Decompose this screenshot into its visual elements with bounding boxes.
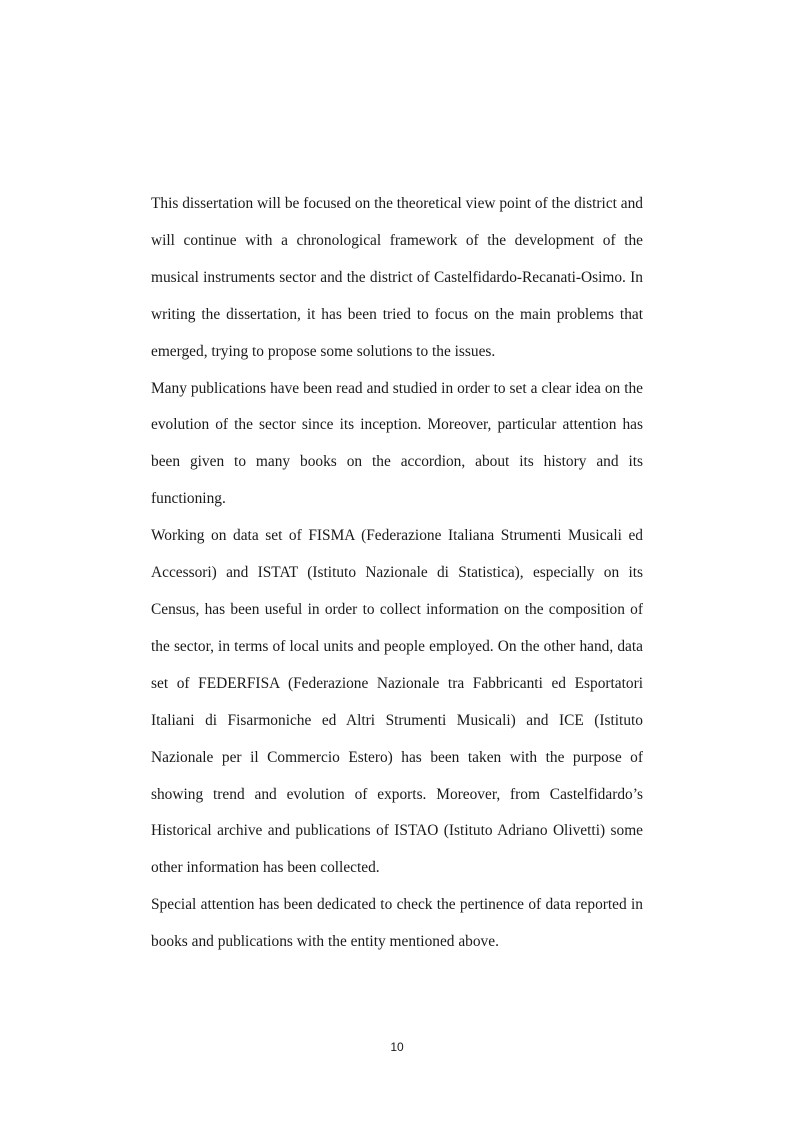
paragraph-data-sets: Working on data set of FISMA (Federazione Italiana Strumenti Musicali ed Accessori) and ISTAT (Istituto Nazionale di Statistica), especially on its Census, has been useful in order to collect information on the composition of the sector, in terms of local units and people employed. On the other hand, data set of FEDERFISA (Federazione Nazionale tra Fabbricanti ed Esportatori Italiani di Fisarmoniche ed Altri Strumenti Musicali) and ICE (Istituto Nazionale per il Commercio Estero) has been taken with the purpose of showing trend and evolution of exports. Moreover, from Castelfidardo’s Historical archive and publications of ISTAO (Istituto Adriano Olivetti) some other information has been collected. [151,527,643,877]
page-number: 10 [390,1040,404,1054]
paragraph-dissertation-focus: This dissertation will be focused on the theoretical view point of the district and will continue with a chronological framework of the development of the musical instruments sector and the district of Castelfidardo-Recanati-Osimo. In writing the dissertation, it has been tried to focus on the main problems that emerged, trying to propose some solutions to the issues. [151,195,643,360]
body-text [151,186,643,961]
paragraph-special-attention: Special attention has been dedicated to check the pertinence of data reported in books and publications with the entity mentioned above. [151,896,643,951]
paragraph-publications: Many publications have been read and studied in order to set a clear idea on the evolution of the sector since its inception. Moreover, particular attention has been given to many books on the accordion, about its history and its functioning. [151,379,643,508]
